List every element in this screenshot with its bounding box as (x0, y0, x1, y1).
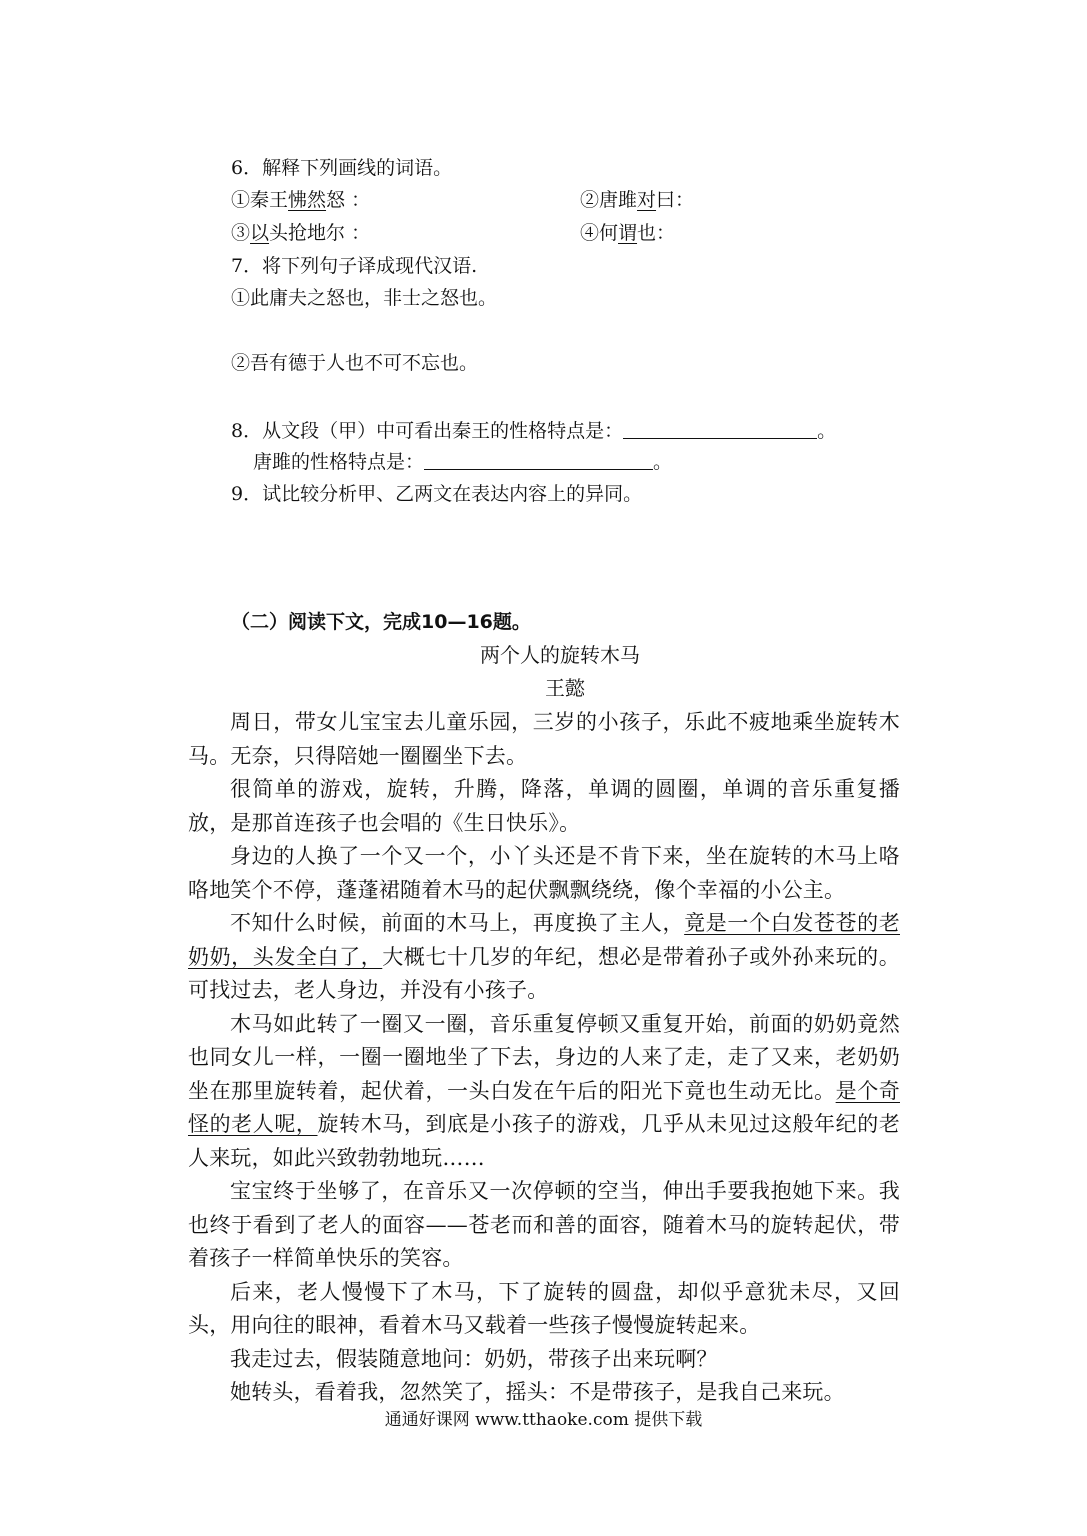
question-8-line-2: 唐雎的性格特点是： 。 (253, 451, 673, 473)
question-7-sentence-1: ①此庸夫之怒也，非士之怒也。 (231, 287, 498, 309)
story-body (188, 706, 900, 1410)
question-6-title: 6．解释下列画线的词语。 (231, 157, 453, 179)
question-6-row-1 (231, 187, 831, 213)
answer-blank-2[interactable] (424, 451, 653, 470)
q6-item-2: ②唐雎对曰： (580, 189, 695, 211)
section-2-heading: （二）阅读下文，完成10—16题。 (231, 611, 531, 633)
story-paragraph: 很简单的游戏，旋转，升腾，降落，单调的圆圈，单调的音乐重复播放，是那首连孩子也会唱的《生日快乐》。 (188, 777, 900, 835)
question-7-sentence-2: ②吾有德于人也不可不忘也。 (231, 352, 479, 374)
story-paragraph: 我走过去，假装随意地问：奶奶，带孩子出来玩啊？ (230, 1346, 718, 1371)
story-paragraph: 她转头，看着我，忽然笑了，摇头：不是带孩子，是我自己来玩。 (230, 1380, 845, 1404)
question-7-title: 7．将下列句子译成现代汉语. (231, 255, 478, 277)
q6-item-1: ①秦王怫然怒 ： (231, 189, 371, 211)
question-9-title: 9．试比较分析甲、乙两文在表达内容上的异同。 (231, 483, 643, 505)
story-title: 两个人的旋转木马 (480, 643, 640, 667)
question-6-row-2 (231, 220, 831, 246)
story-paragraph: 身边的人换了一个又一个，小丫头还是不肯下来，坐在旋转的木马上咯咯地笑个不停，蓬蓬裙随着木马的起伏飘飘绕绕，像个幸福的小公主。 (188, 844, 900, 902)
page-footer: 通通好课网 www.tthaoke.com 提供下载 (384, 1410, 703, 1430)
q6-item-3: ③以头抢地尔 ： (231, 222, 371, 244)
story-paragraph: 宝宝终于坐够了，在音乐又一次停顿的空当，伸出手要我抱她下来。我也终于看到了老人的面容——苍老而和善的面容，随着木马的旋转起伏，带着孩子一样简单快乐的笑容。 (188, 1179, 900, 1270)
underlined-sentence: 是个奇怪的老人呢， (188, 1078, 900, 1136)
question-8-line-1: 8．从文段（甲）中可看出秦王的性格特点是： 。 (231, 420, 837, 442)
underlined-sentence: 竟是一个白发苍苍的老奶奶，头发全白了， (188, 911, 900, 969)
story-paragraph: 不知什么时候，前面的木马上，再度换了主人，竟是一个白发苍苍的老奶奶，头发全白了，大概七十几岁的年纪，想必是带着孙子或外孙来玩的。可找过去，老人身边，并没有小孩子。 (188, 911, 900, 1002)
story-paragraph: 后来，老人慢慢下了木马，下了旋转的圆盘，却似乎意犹未尽，又回头，用向往的眼神，看着木马又载着一些孩子慢慢旋转起来。 (188, 1279, 900, 1337)
story-paragraph: 周日，带女儿宝宝去儿童乐园，三岁的小孩子，乐此不疲地乘坐旋转木马。无奈，只得陪她一圈圈坐下去。 (188, 710, 900, 768)
story-author: 王懿 (545, 676, 585, 700)
story-paragraph: 木马如此转了一圈又一圈，音乐重复停顿又重复开始，前面的奶奶竟然也同女儿一样，一圈一圈地坐了下去，身边的人来了走，走了又来，老奶奶坐在那里旋转着，起伏着，一头白发在午后的阳光下竟也生动无比。是个奇怪的老人呢，旋转木马，到底是小孩子的游戏，几乎从未见过这般年纪的老人来玩，如此兴致勃勃地玩…… (188, 1011, 900, 1170)
answer-blank-1[interactable] (623, 420, 817, 439)
q6-item-4: ④何谓也： (580, 222, 676, 244)
